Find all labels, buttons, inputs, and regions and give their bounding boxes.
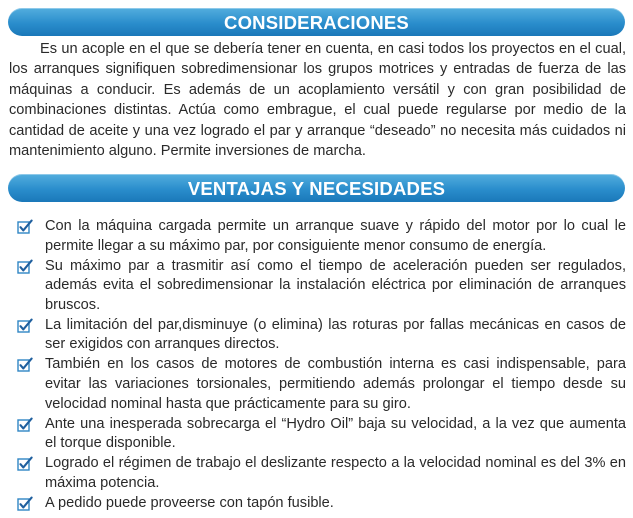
list-item-text: A pedido puede proveerse con tapón fusible. xyxy=(45,494,334,511)
list-item-text: Logrado el régimen de trabajo el deslizante respecto a la velocidad nominal es del 3% en máxima potencia. xyxy=(45,455,626,491)
list-item xyxy=(14,454,626,493)
section-title: CONSIDERACIONES xyxy=(224,12,409,33)
checkbox-checked-icon xyxy=(17,259,33,275)
checkbox-checked-icon xyxy=(17,456,33,472)
checkbox-checked-icon xyxy=(17,318,33,334)
list-item-text: La limitación del par,disminuye (o elimina) las roturas por fallas mecánicas en casos de ser exigidos con arranques directos. xyxy=(45,316,626,353)
list-item xyxy=(14,355,626,414)
list-item xyxy=(14,415,626,454)
list-item-text: También en los casos de motores de combustión interna es casi indispensable, para evitar las variaciones torsionales, permitiendo además prolongar el tiempo desde su velocidad nominal hasta que prácticamente para su giro. xyxy=(45,356,626,412)
list-item xyxy=(14,257,626,316)
list-item xyxy=(14,316,626,355)
checkbox-checked-icon xyxy=(17,219,33,235)
checkbox-checked-icon xyxy=(17,417,33,433)
section-banner-ventajas xyxy=(8,174,625,202)
section-banner-consideraciones xyxy=(8,8,625,36)
list-item xyxy=(14,217,626,256)
list-item xyxy=(14,494,626,514)
section-title: VENTAJAS Y NECESIDADES xyxy=(187,178,446,199)
list-item-text: Con la máquina cargada permite un arranque suave y rápido del motor por lo cual le permite llegar a su máximo par, por consiguiente menor consumo de energía. xyxy=(45,218,626,254)
consideraciones-paragraph: Es un acople en el que se debería tener en cuenta, en casi todos los proyectos en el cual, los arranques signifiquen sobredimensionar los grupos motrices y entradas de fuerza de las máquinas a conducir. Es además de un acoplamiento versátil y con gran posibilidad de combinaciones distintas. Actúa como embrague, el cual puede regularse por medio de la cantidad de aceite y una vez logrado el par y arranque “deseado” no necesita más cuidados ni mantenimiento alguno. Permite inversiones de marcha. xyxy=(9,41,626,160)
list-item-text: Ante una inesperada sobrecarga el “Hydro Oil” baja su velocidad, a la vez que aumenta el torque disponible. xyxy=(45,415,626,452)
list-item-text: Su máximo par a trasmitir así como el tiempo de aceleración pueden ser regulados, además evita el sobredimensionar la instalación eléctrica por eliminación de arranques bruscos. xyxy=(45,257,626,313)
checkbox-checked-icon xyxy=(17,357,33,373)
ventajas-list xyxy=(14,217,626,514)
